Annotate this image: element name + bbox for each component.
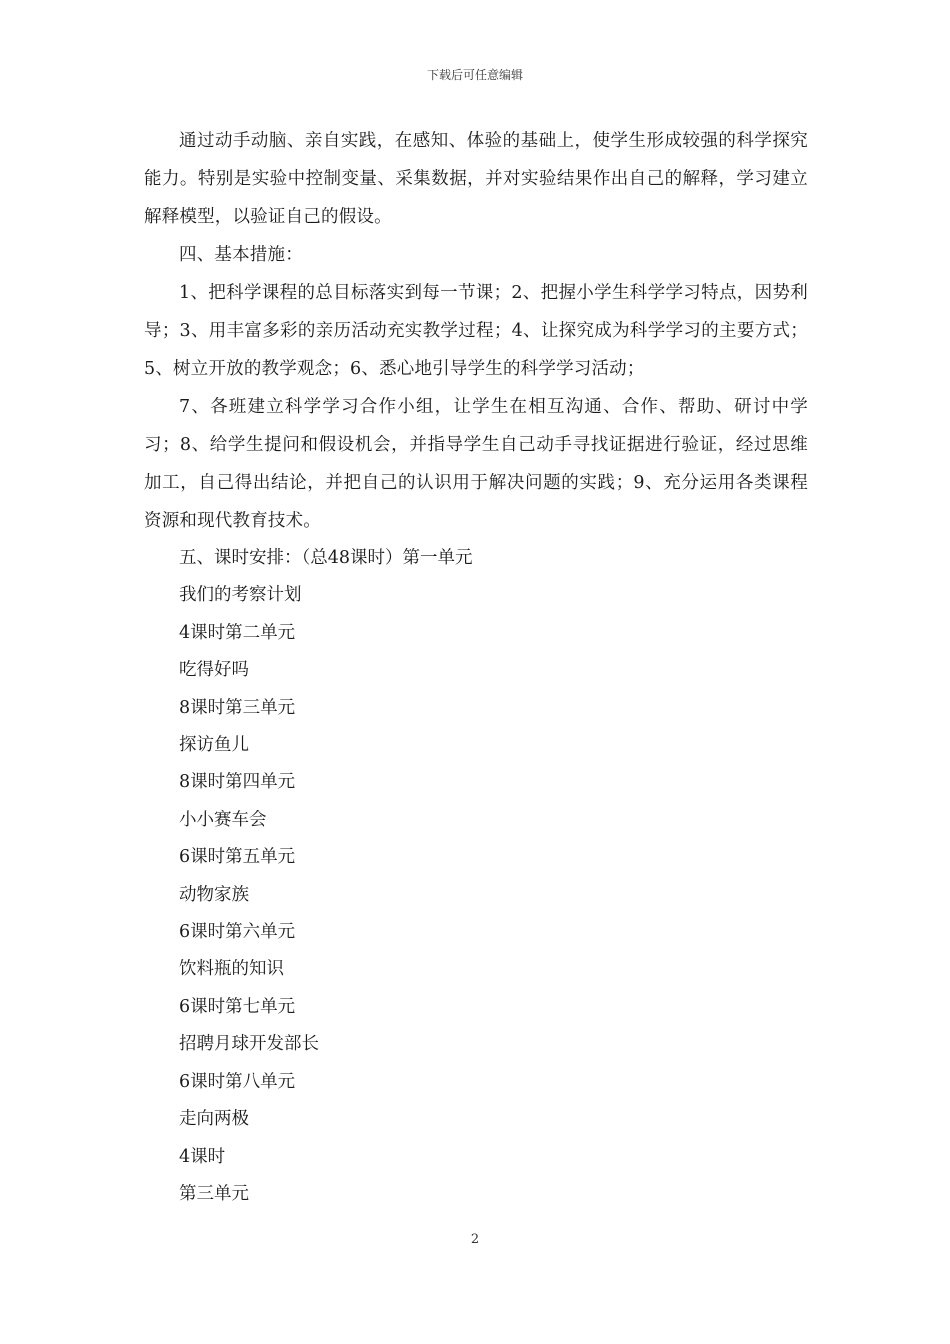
paragraph-measures-1: 1、把科学课程的总目标落实到每一节课；2、把握小学生科学学习特点，因势利导；3、用丰富多彩的亲历活动充实教学过程；4、让探究成为科学学习的主要方式；5、树立开放的教学观念；6、悉心地引导学生的科学学习活动； — [144, 283, 808, 379]
schedule-line: 8课时第三单元 — [179, 697, 296, 718]
paragraph-goal: 通过动手动脑、亲自实践，在感知、体验的基础上，使学生形成较强的科学探究能力。特别是实验中控制变量、采集数据，并对实验结果作出自己的解释，学习建立解释模型，以验证自己的假设。 — [144, 131, 808, 227]
schedule-line: 走向两极 — [179, 1109, 249, 1130]
schedule-heading: 五、课时安排：（总48课时）第一单元 — [179, 548, 473, 568]
paragraph-measures-2: 7、各班建立科学学习合作小组，让学生在相互沟通、合作、帮助、研讨中学习；8、给学生提问和假设机会，并指导学生自己动手寻找证据进行验证，经过思维加工，自己得出结论，并把自己的认识用于解决问题的实践；9、充分运用各类课程资源和现代教育技术。 — [144, 397, 808, 531]
schedule-line: 招聘月球开发部长 — [179, 1034, 319, 1055]
schedule-line: 饮料瓶的知识 — [179, 959, 284, 980]
page-header: 下载后可任意编辑 — [426, 68, 523, 82]
document-body — [144, 122, 808, 1213]
schedule-line: 小小赛车会 — [179, 809, 267, 830]
schedule-line: 6课时第七单元 — [179, 996, 296, 1017]
schedule-line: 6课时第八单元 — [179, 1071, 296, 1092]
schedule-line: 吃得好吗 — [179, 660, 249, 681]
section-heading-measures: 四、基本措施： — [179, 245, 303, 265]
page-number: 2 — [470, 1232, 480, 1247]
schedule-line: 探访鱼儿 — [179, 735, 249, 756]
schedule-line: 6课时第五单元 — [179, 847, 296, 868]
schedule-line: 4课时第二单元 — [179, 622, 296, 643]
schedule-line: 8课时第四单元 — [179, 772, 296, 793]
schedule-line: 我们的考察计划 — [179, 585, 302, 606]
schedule-line: 6课时第六单元 — [179, 922, 296, 943]
schedule-line: 4课时 — [179, 1146, 226, 1167]
schedule-line: 第三单元 — [179, 1183, 249, 1204]
schedule-line: 动物家族 — [179, 884, 249, 905]
